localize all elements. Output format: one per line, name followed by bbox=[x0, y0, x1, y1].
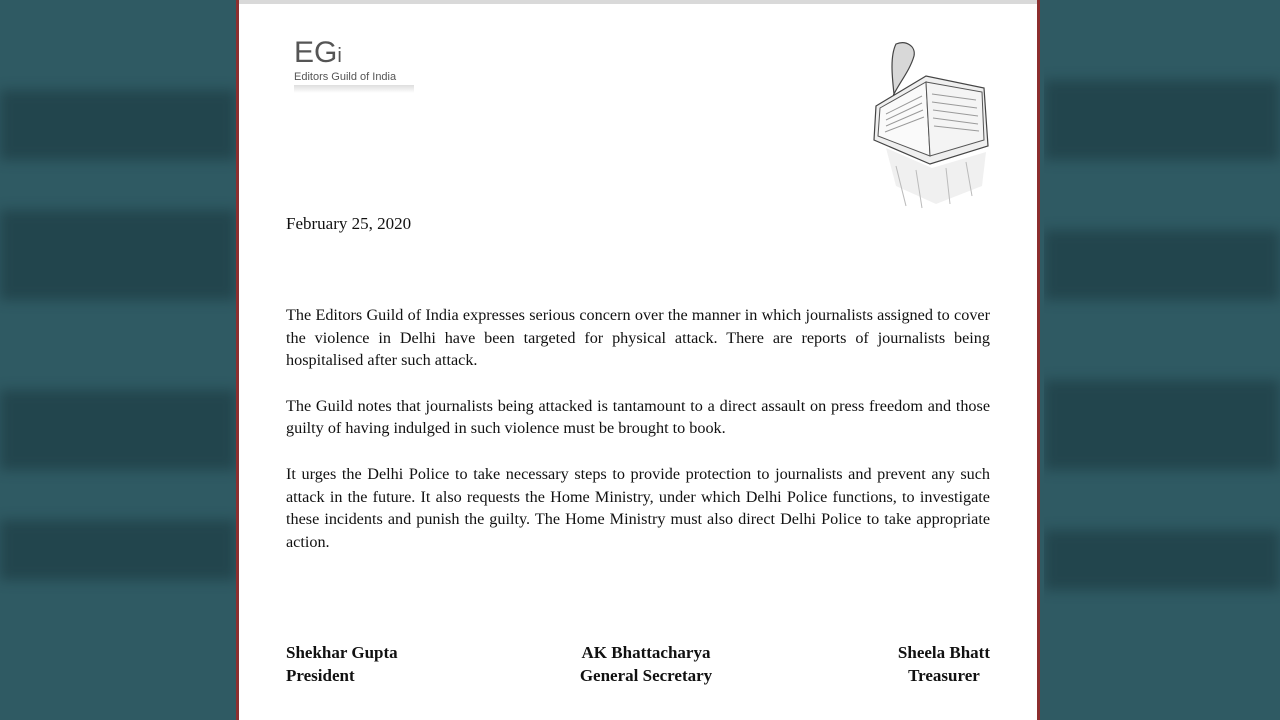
signatories bbox=[286, 642, 990, 692]
signatory-title: General Secretary bbox=[579, 665, 713, 685]
logo-reflection bbox=[294, 85, 414, 93]
blurred-background-right bbox=[1044, 0, 1280, 720]
letter-body bbox=[286, 304, 990, 576]
logo-mark: EGi bbox=[294, 36, 342, 69]
signatory-name: AK Bhattacharya bbox=[581, 643, 711, 662]
paragraph: The Guild notes that journalists being attacked is tantamount to a direct assault on press freedom and those guilty of having indulged in such violence must be brought to book. bbox=[286, 396, 990, 438]
letter-date: February 25, 2020 bbox=[286, 214, 412, 233]
egi-logo bbox=[294, 38, 434, 98]
signatory-general-secretary bbox=[566, 642, 726, 687]
signatory-name: Shekhar Gupta bbox=[286, 643, 398, 662]
blurred-background-left bbox=[0, 0, 236, 720]
logo-subtitle: Editors Guild of India bbox=[294, 71, 397, 83]
signatory-title: Treasurer bbox=[908, 665, 980, 685]
open-book-quill-icon bbox=[866, 36, 996, 211]
signatory-president bbox=[286, 642, 398, 687]
signatory-name: Sheela Bhatt bbox=[897, 643, 990, 662]
signatory-title: President bbox=[286, 665, 355, 685]
letter-page bbox=[236, 0, 1040, 720]
paragraph: The Editors Guild of India expresses serious concern over the manner in which journalists assigned to cover the violence in Delhi have been targeted for physical attack. There are reports of journalists being hospitalised after such attack. bbox=[286, 306, 990, 370]
signatory-treasurer bbox=[898, 642, 990, 687]
paragraph: It urges the Delhi Police to take necessary steps to provide protection to journalists and prevent any such attack in the future. It also requests the Home Ministry, under which Delhi Police functions, to investigate these incidents and punish the guilty. The Home Ministry must also direct Delhi Police to take appropriate action. bbox=[286, 464, 990, 551]
